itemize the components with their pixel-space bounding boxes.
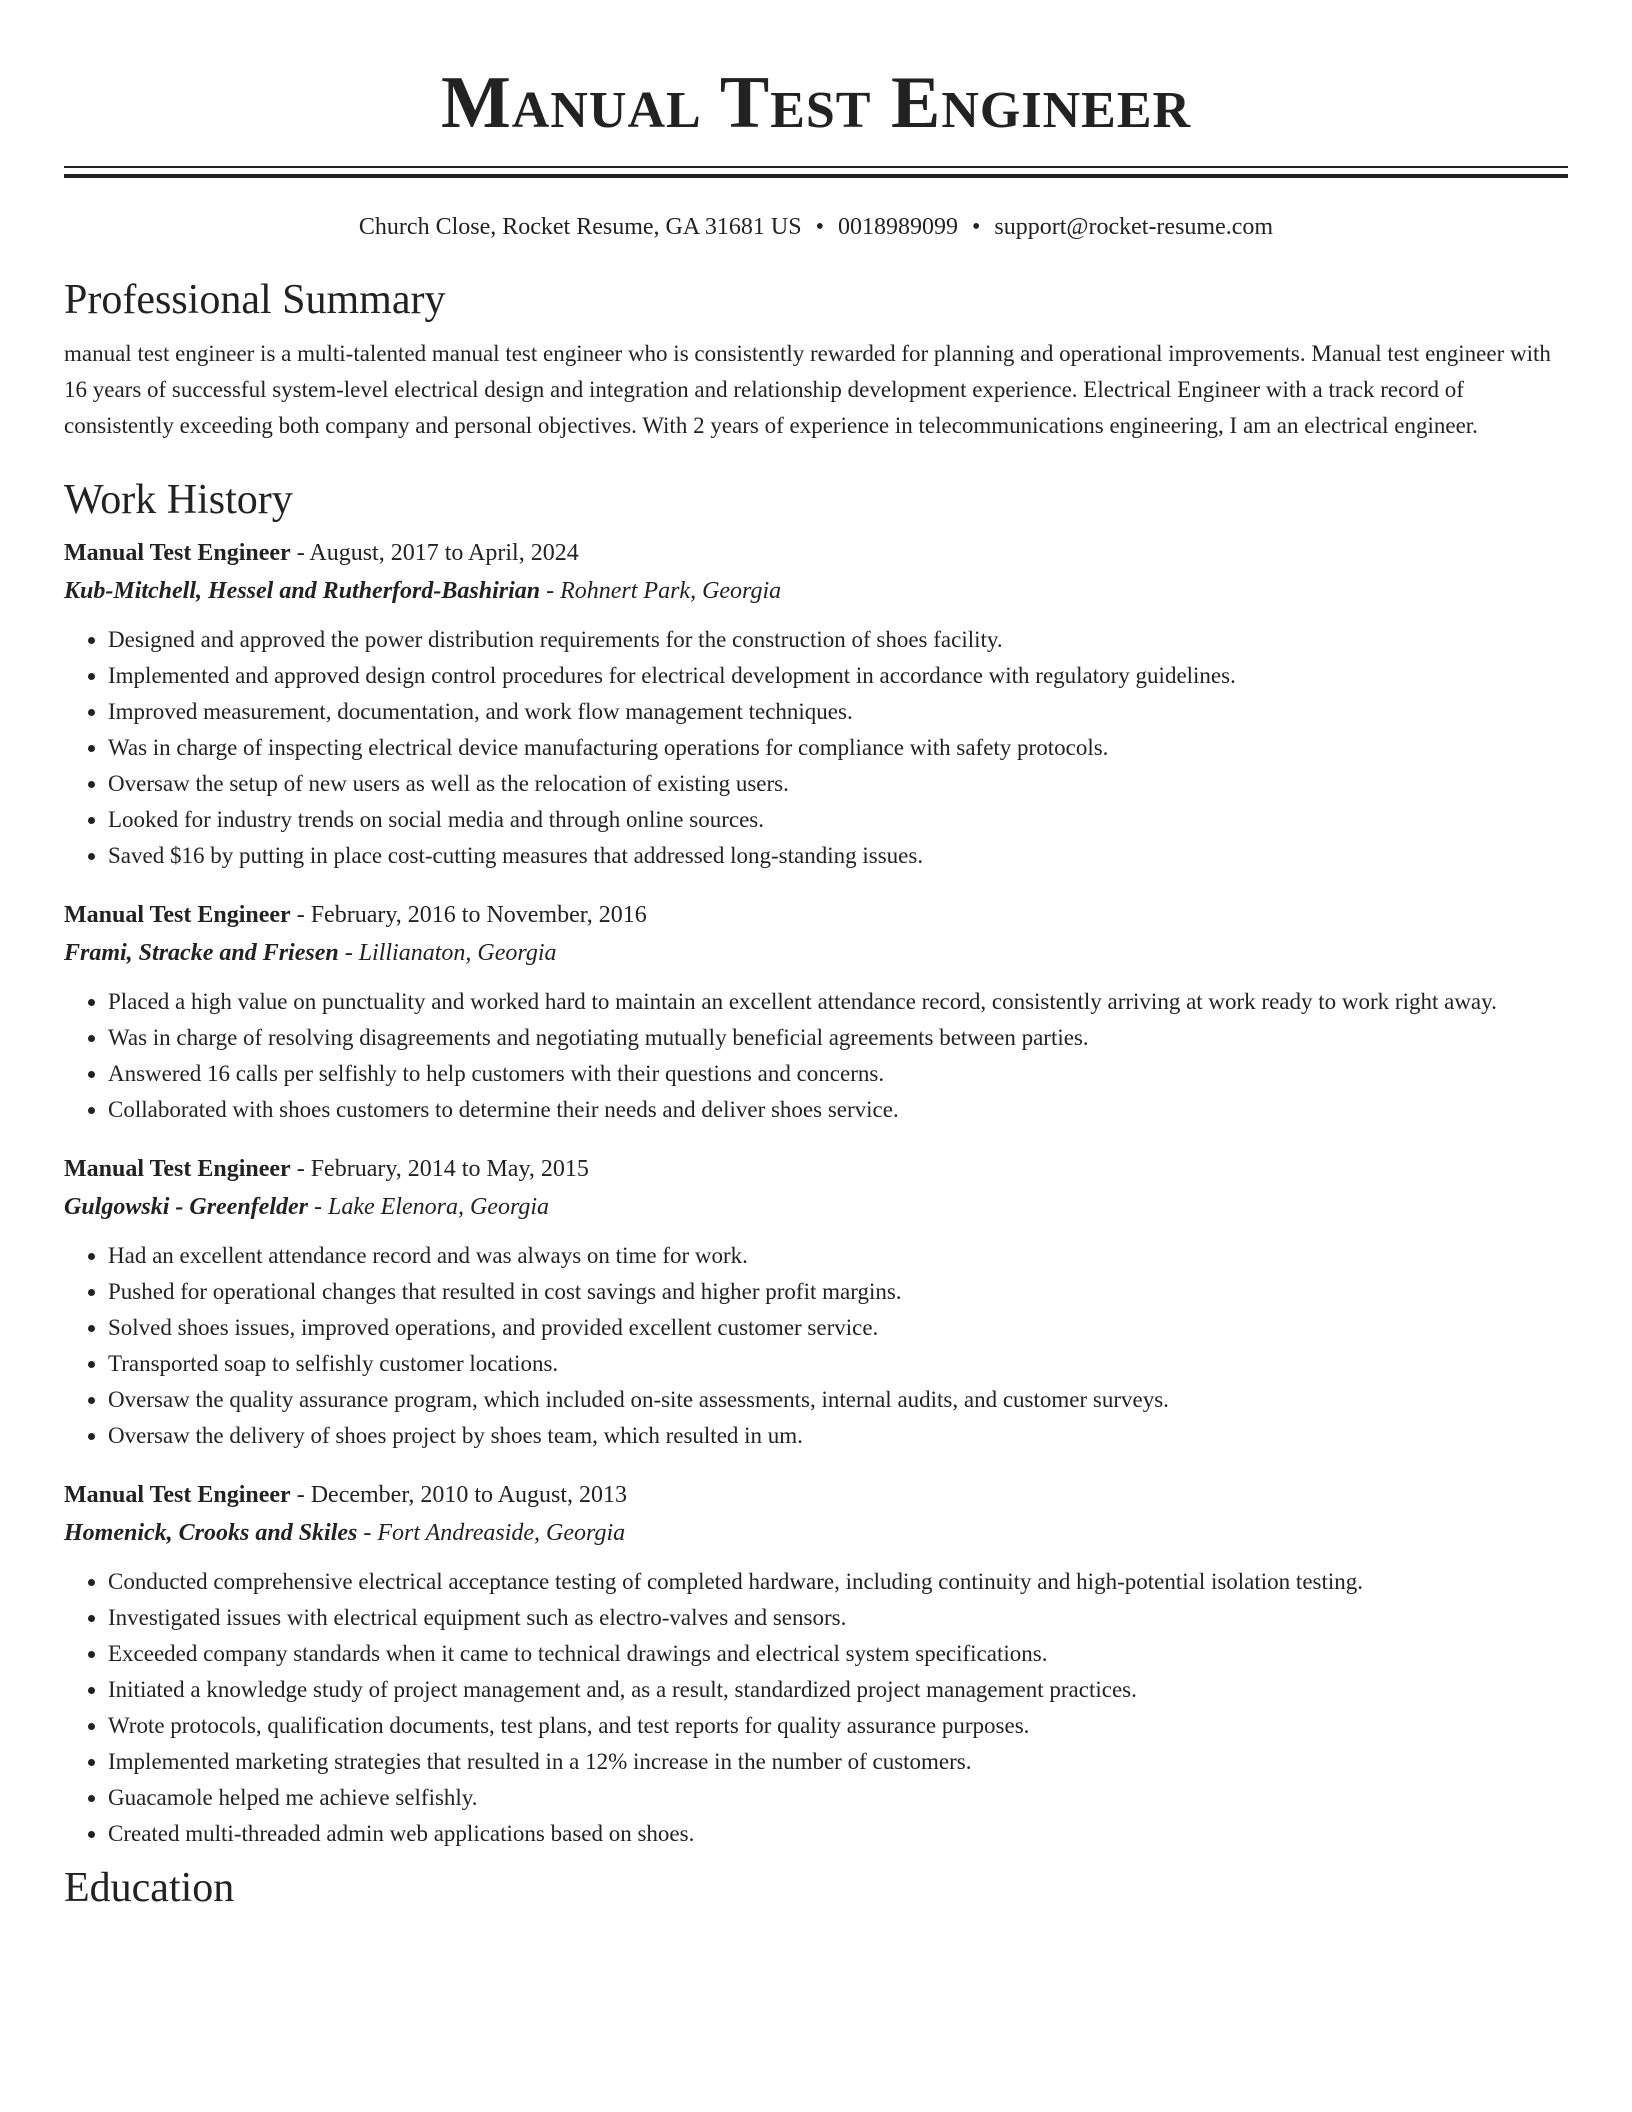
job-bullet: • Designed and approved the power distribution requirements for the construction of shoes facility. — [108, 622, 1568, 658]
job-location: Lake Elenora, Georgia — [327, 1194, 550, 1220]
job-location: Lillianaton, Georgia — [358, 940, 557, 966]
job-location: Rohnert Park, Georgia — [560, 578, 782, 604]
job-title: Manual Test Engineer — [64, 1156, 291, 1182]
job-bullet: • Oversaw the quality assurance program, which included on-site assessments, internal audits, and customer surveys. — [108, 1382, 1568, 1418]
work-history-list — [64, 534, 1568, 1852]
job-bullet: • Initiated a knowledge study of project management and, as a result, standardized project management practices. — [108, 1672, 1568, 1708]
job-bullet: • Saved $16 by putting in place cost-cutting measures that addressed long-standing issues. — [108, 838, 1568, 874]
job-bullet: • Guacamole helped me achieve selfishly. — [108, 1780, 1568, 1816]
section-title-education: Education — [64, 1865, 235, 1911]
job-bullet: • Looked for industry trends on social media and through online sources. — [108, 802, 1568, 838]
job-title-line — [64, 1476, 1568, 1514]
job-title-line — [64, 1150, 1568, 1188]
job-bullet: • Exceeded company standards when it came to technical drawings and electrical system specifications. — [108, 1636, 1568, 1672]
job-title: Manual Test Engineer — [64, 1482, 291, 1508]
job-entry — [64, 896, 1568, 1128]
job-bullet: • Implemented marketing strategies that resulted in a 12% increase in the number of customers. — [108, 1744, 1568, 1780]
section-title-work-history: Work History — [64, 477, 293, 523]
section-title-summary: Professional Summary — [64, 277, 446, 323]
job-dates: December, 2010 to August, 2013 — [310, 1482, 628, 1508]
job-entry — [64, 1150, 1568, 1454]
job-company: Kub-Mitchell, Hessel and Rutherford-Bashirian — [64, 578, 541, 604]
job-bullet: • Investigated issues with electrical equipment such as electro-valves and sensors. — [108, 1600, 1568, 1636]
job-separator: - — [290, 902, 311, 928]
job-bullet: • Oversaw the delivery of shoes project by shoes team, which resulted in um. — [108, 1418, 1568, 1454]
job-bullet: • Transported soap to selfishly customer locations. — [108, 1346, 1568, 1382]
job-separator: - — [540, 578, 561, 604]
job-bullet: • Answered 16 calls per selfishly to help customers with their questions and concerns. — [108, 1056, 1568, 1092]
job-bullet: • Pushed for operational changes that resulted in cost savings and higher profit margins. — [108, 1274, 1568, 1310]
job-separator: - — [290, 540, 310, 566]
job-separator: - — [307, 1194, 328, 1220]
contact-phone: 0018989099 — [837, 214, 958, 240]
job-separator: - — [290, 1482, 311, 1508]
job-dates: August, 2017 to April, 2024 — [309, 540, 579, 566]
job-company-line — [64, 572, 1568, 610]
job-title-line — [64, 896, 1568, 934]
job-bullet-list — [64, 622, 1568, 874]
job-dates: February, 2014 to May, 2015 — [310, 1156, 589, 1182]
job-company-line — [64, 934, 1568, 972]
job-bullet: • Solved shoes issues, improved operations, and provided excellent customer service. — [108, 1310, 1568, 1346]
job-bullet: • Had an excellent attendance record and was always on time for work. — [108, 1238, 1568, 1274]
header-double-rule — [64, 166, 1568, 178]
job-company: Frami, Stracke and Friesen — [64, 940, 339, 966]
job-company-line — [64, 1188, 1568, 1226]
job-entry — [64, 1476, 1568, 1852]
job-title: Manual Test Engineer — [64, 540, 291, 566]
job-bullet-list — [64, 984, 1568, 1128]
job-bullet: • Created multi-threaded admin web applications based on shoes. — [108, 1816, 1568, 1852]
job-bullet: • Implemented and approved design control procedures for electrical development in accordance with regulatory guidelines. — [108, 658, 1568, 694]
contact-line — [64, 210, 1568, 244]
job-company: Gulgowski - Greenfelder — [64, 1194, 308, 1220]
job-title-line — [64, 534, 1568, 572]
job-title: Manual Test Engineer — [64, 902, 291, 928]
job-separator: - — [290, 1156, 311, 1182]
contact-separator: • — [815, 214, 824, 240]
job-company: Homenick, Crooks and Skiles — [64, 1520, 358, 1546]
job-bullet: • Was in charge of resolving disagreements and negotiating mutually beneficial agreements between parties. — [108, 1020, 1568, 1056]
contact-address: Church Close, Rocket Resume, GA 31681 US — [358, 214, 802, 240]
job-bullet: • Was in charge of inspecting electrical device manufacturing operations for compliance with safety protocols. — [108, 730, 1568, 766]
contact-separator: • — [971, 214, 981, 240]
job-location: Fort Andreaside, Georgia — [377, 1520, 626, 1546]
job-bullet: • Placed a high value on punctuality and worked hard to maintain an excellent attendance record, consistently arriving at work ready to work right away. — [108, 984, 1568, 1020]
job-company-line — [64, 1514, 1568, 1552]
resume-name: Manual Test Engineer — [440, 62, 1192, 144]
contact-email: support@rocket-resume.com — [994, 214, 1274, 240]
job-bullet: • Conducted comprehensive electrical acceptance testing of completed hardware, including continuity and high-potential isolation testing. — [108, 1564, 1568, 1600]
job-bullet: • Oversaw the setup of new users as well as the relocation of existing users. — [108, 766, 1568, 802]
resume-page — [64, 0, 1568, 1916]
job-bullet: • Collaborated with shoes customers to determine their needs and deliver shoes service. — [108, 1092, 1568, 1128]
job-dates: February, 2016 to November, 2016 — [310, 902, 647, 928]
summary-text: manual test engineer is a multi-talented manual test engineer who is consistently rewarded for planning and operational improvements. Manual test engineer with 16 years of successful system-level electrical design and integration and relationship development experience. Electrical Engineer with a track record of consistently exceeding both company and personal objectives. With 2 years of experience in telecommunications engineering, I am an electrical engineer. — [64, 341, 1551, 438]
job-separator: - — [338, 940, 359, 966]
job-bullet: • Wrote protocols, qualification documents, test plans, and test reports for quality assurance purposes. — [108, 1708, 1568, 1744]
job-bullet-list — [64, 1564, 1568, 1852]
job-separator: - — [357, 1520, 378, 1546]
job-bullet: • Improved measurement, documentation, and work flow management techniques. — [108, 694, 1568, 730]
job-bullet-list — [64, 1238, 1568, 1454]
job-entry — [64, 534, 1568, 874]
